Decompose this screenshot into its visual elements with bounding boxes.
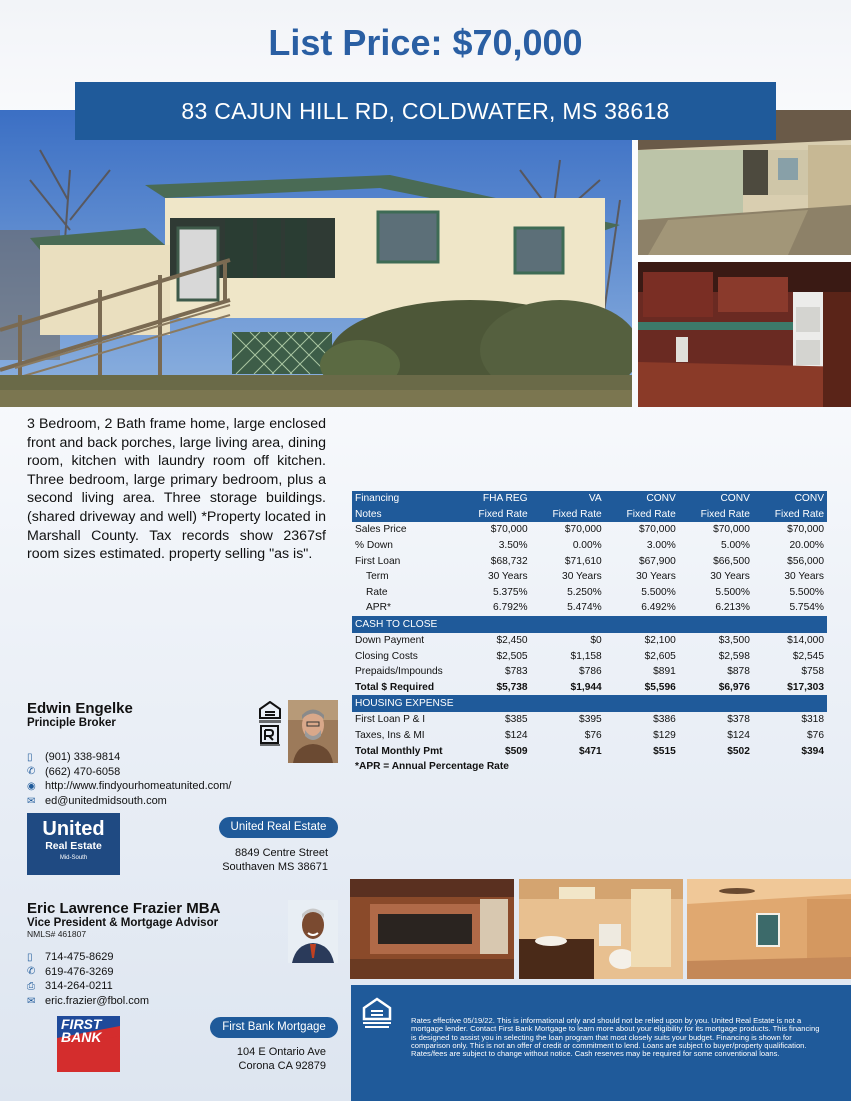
- agent-email: ed@unitedmidsouth.com: [45, 795, 167, 808]
- agent-office-pill: United Real Estate: [219, 817, 338, 838]
- table-cell: $6,976: [718, 681, 750, 693]
- house-exterior-photo: [0, 110, 632, 407]
- agent-website: http://www.findyourhomeatunited.com/: [45, 780, 232, 793]
- table-cell: 6.213%: [715, 602, 750, 614]
- row-label: Closing Costs: [355, 650, 418, 662]
- table-cell: $5,596: [644, 681, 676, 693]
- row-label: Rate: [366, 586, 388, 598]
- table-cell: $70,000: [490, 524, 528, 536]
- table-cell: $2,100: [644, 635, 676, 647]
- table-cell: $891: [653, 666, 676, 678]
- phone-icon: ✆: [27, 966, 36, 978]
- logo-line-1: United: [42, 818, 105, 840]
- table-cell: $509: [504, 745, 528, 757]
- table-cell: $66,500: [713, 555, 750, 567]
- table-cell: 0.00%: [572, 540, 602, 552]
- table-cell: CONV: [753, 491, 827, 507]
- table-cell: $70,000: [564, 524, 602, 536]
- table-cell: $515: [653, 745, 676, 757]
- table-cell: 3.50%: [498, 540, 528, 552]
- lender-nmls: NMLS# 461807: [27, 929, 87, 939]
- lender-office-pill: First Bank Mortgage: [210, 1017, 338, 1038]
- table-cell: 5.500%: [715, 586, 750, 598]
- row-label: Notes: [352, 507, 457, 523]
- email-icon: ✉: [27, 995, 36, 1007]
- lender-name: Eric Lawrence Frazier MBA: [27, 900, 221, 917]
- table-cell: $502: [727, 745, 750, 757]
- fax-icon: ⎙: [27, 980, 35, 992]
- table-cell: Fixed Rate: [457, 507, 531, 523]
- agent-contact-list: [27, 750, 287, 808]
- table-cell: $56,000: [787, 555, 824, 567]
- table-cell: $2,450: [496, 635, 528, 647]
- first-bank-logo: [57, 1016, 120, 1072]
- phone-icon: ✆: [27, 766, 36, 778]
- agent-mobile: (901) 338-9814: [45, 751, 121, 764]
- table-cell: 6.492%: [641, 602, 676, 614]
- row-label: CASH TO CLOSE: [352, 616, 457, 633]
- table-cell: 5.375%: [493, 586, 528, 598]
- table-cell: 5.250%: [567, 586, 602, 598]
- lender-heading: [27, 900, 287, 939]
- table-cell: $394: [801, 745, 824, 757]
- equal-housing-realtor-badges: [258, 701, 282, 747]
- lender-title: Vice President & Mortgage Advisor: [27, 917, 219, 929]
- row-label: Down Payment: [355, 635, 425, 647]
- agent-phone-row[interactable]: [27, 765, 287, 780]
- table-cell: $783: [504, 666, 528, 678]
- total-monthly-row: [352, 743, 827, 759]
- globe-icon: ◉: [27, 780, 36, 792]
- lender-office-street: 104 E Ontario Ave: [236, 1046, 326, 1058]
- lender-email: eric.frazier@fbol.com: [45, 995, 150, 1008]
- table-cell: $378: [727, 714, 750, 726]
- row-label: Taxes, Ins & MI: [355, 730, 425, 742]
- fireplace-room-photo: [350, 879, 514, 979]
- agent-mobile-row[interactable]: [27, 750, 287, 765]
- table-cell: 5.500%: [641, 586, 676, 598]
- lender-fax-row[interactable]: [27, 979, 227, 994]
- table-cell: FHA REG: [457, 491, 531, 507]
- total-required-row: [352, 680, 827, 696]
- lender-office-city: Corona CA 92879: [238, 1060, 326, 1072]
- first-bank-logo-text: [61, 1018, 101, 1044]
- table-cell: 5.754%: [789, 602, 824, 614]
- agent-website-row[interactable]: [27, 779, 287, 794]
- lender-headshot: [288, 900, 338, 963]
- row-label: APR*: [366, 602, 391, 614]
- row-label: Term: [366, 571, 389, 583]
- table-cell: 30 Years: [636, 571, 676, 583]
- table-cell: $0: [590, 635, 602, 647]
- row-label: % Down: [355, 540, 393, 552]
- table-cell: [679, 616, 753, 633]
- table-cell: $76: [807, 730, 824, 742]
- table-cell: 30 Years: [487, 571, 528, 583]
- table-cell: 5.474%: [567, 602, 602, 614]
- lender-office-address: [190, 1045, 326, 1073]
- property-description: 3 Bedroom, 2 Bath frame home, large enclosed front and back porches, large living area, dining room, kitchen with laundry room off kitchen. Three bedroom, large primary bedroom, plus a second living area. Three storage buildings. (shared driveway and well) *Property located in Marshall County. Tax records show 2367sf room sizes estimated. property selling "as is".: [27, 416, 326, 563]
- table-row: [352, 538, 827, 554]
- table-cell: [753, 695, 827, 712]
- table-cell: CONV: [605, 491, 679, 507]
- table-cell: $67,900: [638, 555, 676, 567]
- row-label: Prepaids/Impounds: [355, 666, 443, 678]
- table-header-row: [352, 491, 827, 507]
- agent-name: Edwin Engelke: [27, 700, 133, 717]
- table-cell: $2,505: [496, 650, 528, 662]
- table-cell: $1,944: [570, 681, 602, 693]
- table-cell: [531, 616, 605, 633]
- table-row: [352, 648, 827, 664]
- table-cell: 6.792%: [493, 602, 528, 614]
- equal-housing-icon: [258, 701, 282, 747]
- apr-note: *APR = Annual Percentage Rate: [355, 760, 509, 772]
- mobile-phone-icon: ▯: [27, 751, 33, 763]
- agent-office-street: 8849 Centre Street: [235, 847, 328, 859]
- table-cell: VA: [531, 491, 605, 507]
- table-cell: 5.500%: [789, 586, 824, 598]
- lender-phone: 619-476-3269: [45, 965, 114, 978]
- agent-phone: (662) 470-6058: [45, 765, 121, 778]
- table-cell: $878: [727, 666, 750, 678]
- table-row: [352, 633, 827, 649]
- agent-office-city: Southaven MS 38671: [222, 861, 328, 873]
- lender-mobile: 714-475-8629: [45, 951, 114, 964]
- table-cell: 30 Years: [784, 571, 824, 583]
- table-header-row: [352, 507, 827, 523]
- section-header-cash-to-close: [352, 616, 827, 633]
- table-cell: $14,000: [787, 635, 824, 647]
- row-label: First Loan: [355, 555, 401, 567]
- agent-email-row[interactable]: [27, 794, 287, 809]
- table-cell: 20.00%: [789, 540, 824, 552]
- row-label: Sales Price: [355, 524, 407, 536]
- table-cell: $5,738: [496, 681, 528, 693]
- table-cell: $3,500: [718, 635, 750, 647]
- table-cell: $2,605: [644, 650, 676, 662]
- logo-line-3: Mid-South: [59, 855, 88, 861]
- table-row: [352, 569, 827, 585]
- agent-office-address: [190, 846, 328, 874]
- table-cell: $2,545: [792, 650, 824, 662]
- table-cell: 30 Years: [710, 571, 750, 583]
- first-bank-logo-line-1: FIRST: [61, 1016, 102, 1032]
- logo-line-2: Real Estate: [45, 840, 102, 852]
- row-label: HOUSING EXPENSE: [352, 695, 457, 712]
- table-cell: Fixed Rate: [753, 507, 827, 523]
- table-cell: $2,598: [718, 650, 750, 662]
- table-row: [352, 712, 827, 728]
- table-cell: $471: [579, 745, 602, 757]
- table-cell: [753, 616, 827, 633]
- agent-headshot: [288, 700, 338, 763]
- table-cell: $386: [653, 714, 676, 726]
- table-cell: $68,732: [490, 555, 528, 567]
- row-label: Total Monthly Pmt: [355, 745, 443, 757]
- bedroom-photo: [687, 879, 851, 979]
- section-header-housing-expense: [352, 695, 827, 712]
- table-cell: 30 Years: [562, 571, 602, 583]
- agent-title: Principle Broker: [27, 717, 116, 729]
- bathroom-photo: [519, 879, 683, 979]
- lender-phone-row[interactable]: [27, 965, 227, 980]
- email-icon: ✉: [27, 795, 36, 807]
- row-label: Total $ Required: [355, 681, 435, 693]
- row-label: First Loan P & I: [355, 714, 426, 726]
- table-cell: Fixed Rate: [605, 507, 679, 523]
- table-cell: [605, 695, 679, 712]
- lender-email-row[interactable]: [27, 994, 227, 1009]
- table-cell: Fixed Rate: [679, 507, 753, 523]
- disclaimer-text: Rates effective 05/19/22. This is informational only and should not be relied upon by you. United Real Estate is not a mortgage lender. Contact First Bank Mortgage to learn more about your eligibility for its mortgage products. This financing is designed to assist you in selecting the loan program that most closely suits your budget. Financing is shown for comparison only. This is not an offer of credit or commitment to lend. Loans are subject to buyer/property qualification. Rates/fees are subject to change without notice. Cash reserves may be required for some conventional loans.: [411, 1016, 820, 1059]
- table-row: [352, 664, 827, 680]
- table-cell: $71,610: [564, 555, 602, 567]
- table-cell: $124: [727, 730, 750, 742]
- table-cell: [605, 616, 679, 633]
- table-row: [352, 600, 827, 616]
- table-cell: $758: [801, 666, 824, 678]
- row-label: Financing: [352, 491, 457, 507]
- table-row: [352, 585, 827, 601]
- kitchen-photo: [638, 262, 851, 407]
- table-row: [352, 553, 827, 569]
- table-row: [352, 728, 827, 744]
- table-cell: $124: [504, 730, 528, 742]
- table-cell: $395: [579, 714, 602, 726]
- first-bank-logo-line-2: BANK: [61, 1029, 102, 1045]
- table-cell: $129: [653, 730, 676, 742]
- property-address-banner: 83 CAJUN HILL RD, COLDWATER, MS 38618: [75, 82, 776, 140]
- table-cell: $1,158: [570, 650, 602, 662]
- table-cell: $70,000: [638, 524, 676, 536]
- table-cell: CONV: [679, 491, 753, 507]
- agent-heading: [27, 700, 247, 729]
- table-cell: [679, 695, 753, 712]
- lender-fax: 314-264-0211: [45, 980, 113, 993]
- table-cell: [457, 695, 531, 712]
- financing-table: [352, 491, 827, 772]
- equal-housing-lender-icon: [361, 997, 393, 1031]
- table-row: [352, 522, 827, 538]
- table-cell: [531, 695, 605, 712]
- list-price-title: List Price: $70,000: [268, 22, 583, 63]
- table-cell: 3.00%: [646, 540, 676, 552]
- mobile-phone-icon: ▯: [27, 951, 33, 963]
- table-cell: $76: [584, 730, 602, 742]
- table-cell: $17,303: [787, 681, 824, 693]
- table-cell: [457, 616, 531, 633]
- table-cell: $385: [504, 714, 528, 726]
- lender-contact-list: [27, 950, 227, 1008]
- table-cell: $318: [801, 714, 824, 726]
- table-cell: $786: [579, 666, 602, 678]
- table-cell: $70,000: [713, 524, 750, 536]
- table-cell: Fixed Rate: [531, 507, 605, 523]
- table-cell: $70,000: [787, 524, 824, 536]
- united-real-estate-logo: [27, 813, 120, 875]
- lender-mobile-row[interactable]: [27, 950, 227, 965]
- table-cell: 5.00%: [721, 540, 750, 552]
